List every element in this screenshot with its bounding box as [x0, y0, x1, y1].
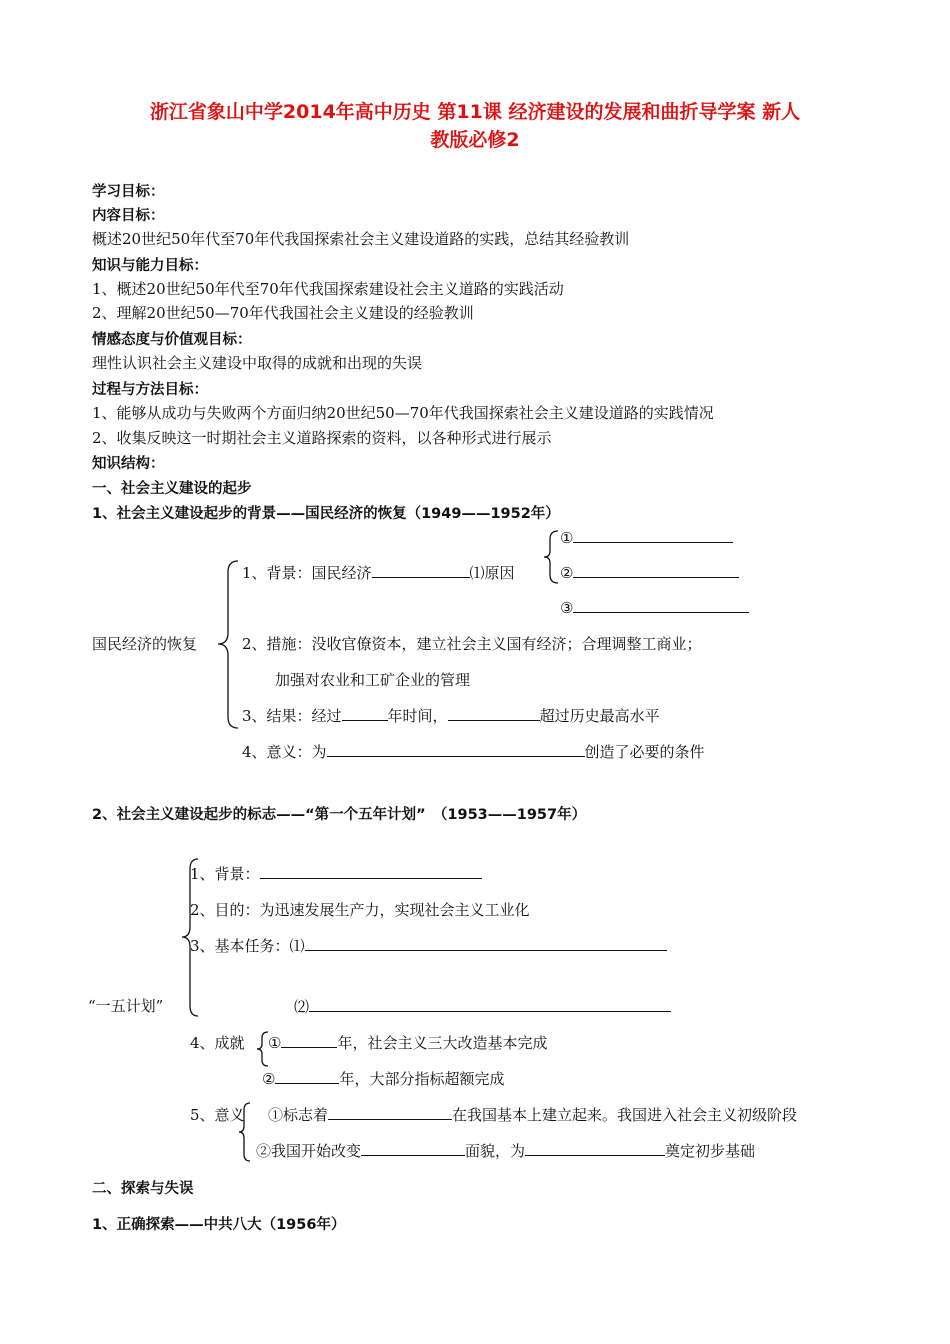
- significance-brace: [238, 1102, 254, 1162]
- recovery-label: 国民经济的恢复: [92, 635, 198, 653]
- doc-title-line1: 浙江省象山中学2014年高中历史 第11课 经济建设的发展和曲折导学案 新人: [149, 101, 801, 123]
- plan-background: 1、背景：: [190, 863, 482, 884]
- section2-sub1: 1、正确探索——中共八大（1956年）: [92, 1217, 346, 1233]
- section2-heading: 二、探索与失误: [92, 1181, 194, 1197]
- recovery-years-blank[interactable]: [342, 705, 388, 721]
- doc-title-line2: 教版必修2: [430, 129, 520, 151]
- process-objective-heading: 过程与方法目标：: [92, 382, 208, 398]
- content-objective-text: 概述20世纪50年代至70年代我国探索社会主义建设道路的实践，总结其经验教训: [92, 230, 630, 248]
- cause-2-blank[interactable]: [573, 562, 739, 578]
- recovery-background-blank[interactable]: [372, 562, 470, 578]
- plan-task-2-blank[interactable]: [309, 996, 671, 1012]
- knowledge-objective-heading: 知识与能力目标：: [92, 258, 208, 274]
- cause-1: ①: [560, 527, 733, 547]
- section1-heading: 一、社会主义建设的起步: [92, 481, 252, 497]
- recovery-meaning: 4、意义：为 创造了必要的条件: [242, 743, 705, 761]
- plan-background-blank[interactable]: [260, 863, 482, 879]
- recovery-background: 1、背景：国民经济 ⑴原因: [242, 564, 515, 582]
- recovery-measures-2: 加强对农业和工矿企业的管理: [275, 671, 471, 689]
- plan-label: “一五计划”: [88, 997, 164, 1015]
- achievement-1-blank[interactable]: [281, 1032, 337, 1048]
- plan-task-1: 3、基本任务：⑴: [190, 935, 667, 956]
- knowledge-objective-2: 2、理解20世纪50—70年代我国社会主义建设的经验教训: [92, 304, 474, 322]
- recovery-meaning-blank[interactable]: [327, 741, 585, 757]
- significance-1: ①标志着 在我国基本上建立起来。我国进入社会主义初级阶段: [268, 1106, 798, 1124]
- recovery-brace: [216, 560, 242, 730]
- emotion-objective-text: 理性认识社会主义建设中取得的成就和出现的失误: [92, 354, 423, 372]
- plan-task-2: ⑵: [294, 996, 671, 1017]
- significance-2b-blank[interactable]: [525, 1140, 665, 1156]
- achievement-2: ② 年，大部分指标超额完成: [262, 1070, 505, 1088]
- section1-sub2: 2、社会主义建设起步的标志——“第一个五年计划” （1953——1957年）: [92, 807, 587, 823]
- structure-heading: 知识结构：: [92, 456, 165, 472]
- achievement-2-blank[interactable]: [275, 1068, 339, 1084]
- cause-3: ③: [560, 597, 749, 617]
- objectives-heading: 学习目标：: [92, 184, 165, 200]
- cause-1-blank[interactable]: [573, 527, 733, 543]
- emotion-objective-heading: 情感态度与价值观目标：: [92, 332, 252, 348]
- process-objective-1: 1、能够从成功与失败两个方面归纳20世纪50—70年代我国探索社会主义建设道路的实践情况: [92, 404, 714, 422]
- recovery-measures-1: 2、措施：没收官僚资本，建立社会主义国有经济；合理调整工商业；: [242, 635, 702, 653]
- achievement-1: ① 年，社会主义三大改造基本完成: [268, 1034, 548, 1052]
- significance-1-blank[interactable]: [328, 1104, 452, 1120]
- section1-sub1: 1、社会主义建设起步的背景——国民经济的恢复（1949——1952年）: [92, 506, 560, 522]
- cause-3-blank[interactable]: [573, 597, 749, 613]
- plan-goal: 2、目的：为迅速发展生产力，实现社会主义工业化: [190, 901, 530, 919]
- recovery-output-blank[interactable]: [448, 705, 540, 721]
- plan-achievement-label: 4、成就: [190, 1034, 245, 1052]
- knowledge-objective-1: 1、概述20世纪50年代至70年代我国探索建设社会主义道路的实践活动: [92, 280, 564, 298]
- process-objective-2: 2、收集反映这一时期社会主义道路探索的资料，以各种形式进行展示: [92, 429, 552, 447]
- recovery-result: 3、结果：经过 年时间， 超过历史最高水平: [242, 707, 660, 725]
- cause-brace: [542, 530, 562, 584]
- cause-2: ②: [560, 562, 739, 582]
- plan-significance-label: 5、意义: [190, 1106, 245, 1124]
- significance-2: ②我国开始改变 面貌，为 奠定初步基础: [256, 1142, 756, 1160]
- plan-task-1-blank[interactable]: [305, 935, 667, 951]
- significance-2a-blank[interactable]: [361, 1140, 465, 1156]
- content-objective-heading: 内容目标：: [92, 208, 165, 224]
